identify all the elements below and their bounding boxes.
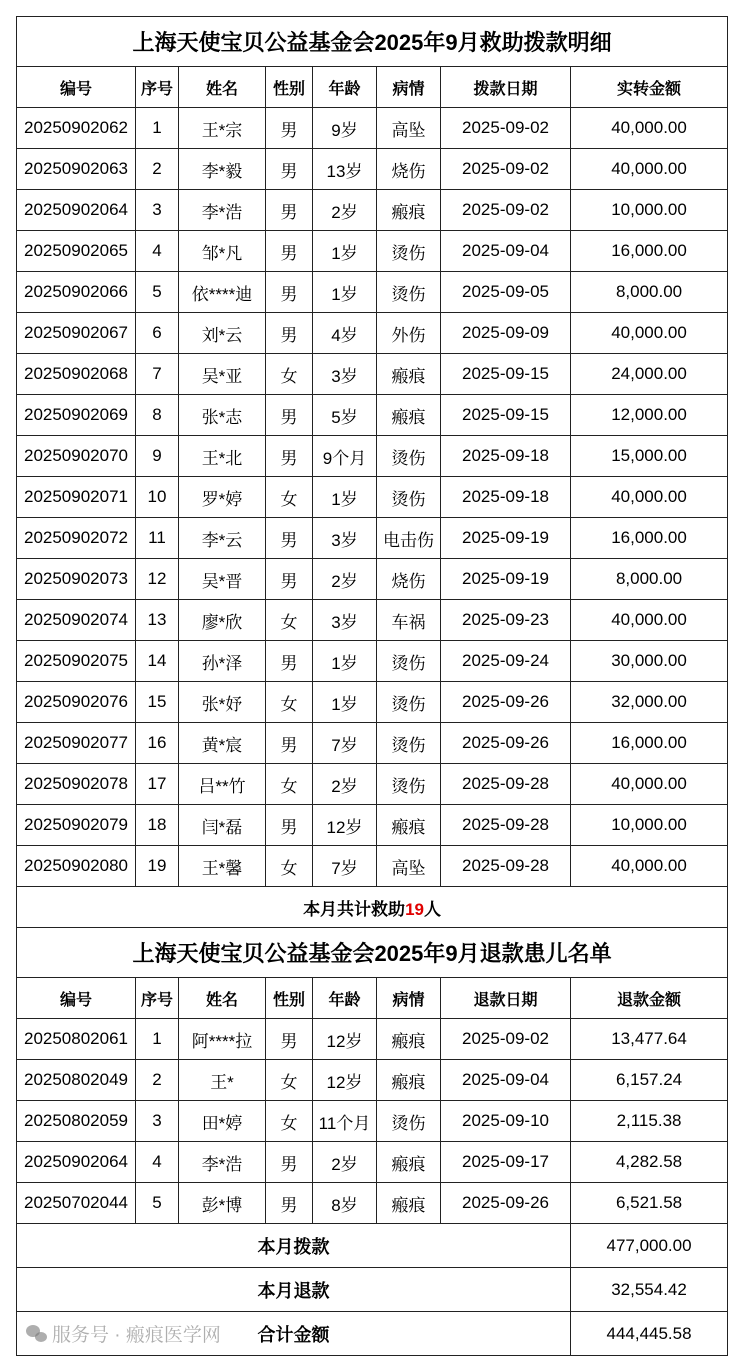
header-name: 姓名 bbox=[179, 978, 266, 1019]
header-amount: 退款金额 bbox=[571, 978, 728, 1019]
cell-name: 罗*婷 bbox=[179, 477, 266, 518]
header-id: 编号 bbox=[17, 978, 136, 1019]
cell-seq: 1 bbox=[136, 108, 179, 149]
cell-age: 2岁 bbox=[313, 559, 377, 600]
cell-condition: 电击伤 bbox=[377, 518, 441, 559]
cell-date: 2025-09-02 bbox=[441, 1019, 571, 1060]
cell-age: 3岁 bbox=[313, 518, 377, 559]
cell-amount: 6,157.24 bbox=[571, 1060, 728, 1101]
cell-seq: 11 bbox=[136, 518, 179, 559]
cell-name: 王*馨 bbox=[179, 846, 266, 887]
cell-id: 20250902071 bbox=[17, 477, 136, 518]
header-age: 年龄 bbox=[313, 978, 377, 1019]
table-row bbox=[17, 149, 728, 190]
cell-condition: 烫伤 bbox=[377, 723, 441, 764]
cell-date: 2025-09-18 bbox=[441, 436, 571, 477]
cell-condition: 瘢痕 bbox=[377, 805, 441, 846]
table-row bbox=[17, 723, 728, 764]
cell-date: 2025-09-02 bbox=[441, 149, 571, 190]
cell-condition: 烫伤 bbox=[377, 272, 441, 313]
total-value: 32,554.42 bbox=[571, 1268, 728, 1312]
cell-age: 2岁 bbox=[313, 1142, 377, 1183]
cell-date: 2025-09-17 bbox=[441, 1142, 571, 1183]
cell-amount: 16,000.00 bbox=[571, 723, 728, 764]
header-date: 退款日期 bbox=[441, 978, 571, 1019]
cell-gender: 男 bbox=[266, 518, 313, 559]
cell-seq: 14 bbox=[136, 641, 179, 682]
cell-gender: 男 bbox=[266, 805, 313, 846]
cell-seq: 12 bbox=[136, 559, 179, 600]
cell-amount: 40,000.00 bbox=[571, 764, 728, 805]
table-row bbox=[17, 1060, 728, 1101]
cell-condition: 高坠 bbox=[377, 846, 441, 887]
cell-seq: 2 bbox=[136, 1060, 179, 1101]
cell-age: 3岁 bbox=[313, 354, 377, 395]
table-row bbox=[17, 805, 728, 846]
cell-id: 20250902063 bbox=[17, 149, 136, 190]
cell-amount: 10,000.00 bbox=[571, 190, 728, 231]
header-amount: 实转金额 bbox=[571, 67, 728, 108]
cell-date: 2025-09-04 bbox=[441, 1060, 571, 1101]
cell-age: 1岁 bbox=[313, 682, 377, 723]
cell-age: 11个月 bbox=[313, 1101, 377, 1142]
table-row bbox=[17, 395, 728, 436]
cell-id: 20250902073 bbox=[17, 559, 136, 600]
cell-age: 1岁 bbox=[313, 272, 377, 313]
header-condition: 病情 bbox=[377, 67, 441, 108]
table-title-refunds: 上海天使宝贝公益基金会2025年9月退款患儿名单 bbox=[17, 928, 728, 978]
table-row bbox=[17, 1142, 728, 1183]
cell-gender: 男 bbox=[266, 108, 313, 149]
donation-table bbox=[16, 16, 728, 1356]
cell-id: 20250902074 bbox=[17, 600, 136, 641]
cell-amount: 40,000.00 bbox=[571, 313, 728, 354]
cell-age: 12岁 bbox=[313, 1060, 377, 1101]
cell-gender: 男 bbox=[266, 313, 313, 354]
cell-amount: 10,000.00 bbox=[571, 805, 728, 846]
cell-date: 2025-09-19 bbox=[441, 518, 571, 559]
cell-gender: 男 bbox=[266, 723, 313, 764]
table-row bbox=[17, 764, 728, 805]
cell-id: 20250902075 bbox=[17, 641, 136, 682]
cell-condition: 瘢痕 bbox=[377, 1142, 441, 1183]
cell-seq: 19 bbox=[136, 846, 179, 887]
cell-age: 2岁 bbox=[313, 764, 377, 805]
cell-gender: 男 bbox=[266, 190, 313, 231]
header-gender: 性别 bbox=[266, 67, 313, 108]
cell-seq: 17 bbox=[136, 764, 179, 805]
total-value: 444,445.58 bbox=[571, 1312, 728, 1356]
summary-count: 19 bbox=[405, 899, 424, 919]
cell-age: 5岁 bbox=[313, 395, 377, 436]
cell-gender: 男 bbox=[266, 272, 313, 313]
cell-amount: 15,000.00 bbox=[571, 436, 728, 477]
table-row bbox=[17, 190, 728, 231]
cell-condition: 瘢痕 bbox=[377, 354, 441, 395]
table-row bbox=[17, 518, 728, 559]
cell-id: 20250902062 bbox=[17, 108, 136, 149]
cell-age: 7岁 bbox=[313, 723, 377, 764]
cell-condition: 瘢痕 bbox=[377, 1183, 441, 1224]
cell-amount: 32,000.00 bbox=[571, 682, 728, 723]
cell-name: 李*云 bbox=[179, 518, 266, 559]
cell-gender: 女 bbox=[266, 354, 313, 395]
cell-date: 2025-09-02 bbox=[441, 190, 571, 231]
cell-id: 20250902069 bbox=[17, 395, 136, 436]
cell-name: 闫*磊 bbox=[179, 805, 266, 846]
cell-name: 孙*泽 bbox=[179, 641, 266, 682]
table-row bbox=[17, 272, 728, 313]
cell-amount: 16,000.00 bbox=[571, 231, 728, 272]
cell-seq: 18 bbox=[136, 805, 179, 846]
table-row bbox=[17, 436, 728, 477]
cell-name: 李*浩 bbox=[179, 190, 266, 231]
cell-condition: 瘢痕 bbox=[377, 190, 441, 231]
cell-id: 20250702044 bbox=[17, 1183, 136, 1224]
cell-age: 9个月 bbox=[313, 436, 377, 477]
cell-gender: 男 bbox=[266, 1019, 313, 1060]
cell-gender: 男 bbox=[266, 149, 313, 190]
cell-name: 刘*云 bbox=[179, 313, 266, 354]
cell-id: 20250902065 bbox=[17, 231, 136, 272]
cell-gender: 女 bbox=[266, 1101, 313, 1142]
cell-id: 20250902079 bbox=[17, 805, 136, 846]
cell-name: 李*毅 bbox=[179, 149, 266, 190]
cell-amount: 2,115.38 bbox=[571, 1101, 728, 1142]
cell-seq: 8 bbox=[136, 395, 179, 436]
cell-date: 2025-09-05 bbox=[441, 272, 571, 313]
table-row bbox=[17, 600, 728, 641]
watermark-text: 服务号 · 瘢痕医学网 bbox=[52, 1325, 221, 1346]
cell-date: 2025-09-26 bbox=[441, 682, 571, 723]
cell-name: 彭*博 bbox=[179, 1183, 266, 1224]
cell-date: 2025-09-23 bbox=[441, 600, 571, 641]
summary-row bbox=[17, 887, 728, 928]
cell-age: 7岁 bbox=[313, 846, 377, 887]
cell-id: 20250802049 bbox=[17, 1060, 136, 1101]
cell-date: 2025-09-26 bbox=[441, 723, 571, 764]
cell-date: 2025-09-24 bbox=[441, 641, 571, 682]
cell-amount: 40,000.00 bbox=[571, 108, 728, 149]
watermark bbox=[26, 1320, 221, 1347]
table-title-grants: 上海天使宝贝公益基金会2025年9月救助拨款明细 bbox=[17, 17, 728, 67]
total-label: 本月拨款 bbox=[17, 1224, 571, 1268]
cell-seq: 3 bbox=[136, 1101, 179, 1142]
cell-date: 2025-09-28 bbox=[441, 764, 571, 805]
cell-name: 张*妤 bbox=[179, 682, 266, 723]
cell-condition: 瘢痕 bbox=[377, 1019, 441, 1060]
cell-id: 20250802061 bbox=[17, 1019, 136, 1060]
cell-amount: 6,521.58 bbox=[571, 1183, 728, 1224]
cell-name: 吕**竹 bbox=[179, 764, 266, 805]
cell-condition: 烧伤 bbox=[377, 559, 441, 600]
table-row bbox=[17, 846, 728, 887]
cell-seq: 1 bbox=[136, 1019, 179, 1060]
total-row bbox=[17, 1268, 728, 1312]
cell-condition: 烫伤 bbox=[377, 477, 441, 518]
table-row bbox=[17, 1019, 728, 1060]
cell-date: 2025-09-26 bbox=[441, 1183, 571, 1224]
cell-condition: 烫伤 bbox=[377, 764, 441, 805]
cell-gender: 女 bbox=[266, 1060, 313, 1101]
cell-amount: 8,000.00 bbox=[571, 559, 728, 600]
cell-amount: 30,000.00 bbox=[571, 641, 728, 682]
cell-id: 20250902067 bbox=[17, 313, 136, 354]
header-seq: 序号 bbox=[136, 67, 179, 108]
total-label: 合计金额 bbox=[17, 1312, 571, 1356]
cell-name: 黄*宸 bbox=[179, 723, 266, 764]
cell-gender: 男 bbox=[266, 641, 313, 682]
cell-gender: 女 bbox=[266, 600, 313, 641]
cell-id: 20250902080 bbox=[17, 846, 136, 887]
summary-prefix: 本月共计救助 bbox=[303, 899, 406, 919]
header-row bbox=[17, 978, 728, 1019]
cell-seq: 7 bbox=[136, 354, 179, 395]
cell-age: 1岁 bbox=[313, 231, 377, 272]
cell-date: 2025-09-18 bbox=[441, 477, 571, 518]
cell-name: 阿****拉 bbox=[179, 1019, 266, 1060]
cell-gender: 男 bbox=[266, 436, 313, 477]
cell-condition: 瘢痕 bbox=[377, 395, 441, 436]
summary-suffix: 人 bbox=[423, 899, 441, 919]
cell-name: 李*浩 bbox=[179, 1142, 266, 1183]
cell-date: 2025-09-28 bbox=[441, 805, 571, 846]
cell-condition: 高坠 bbox=[377, 108, 441, 149]
cell-id: 20250802059 bbox=[17, 1101, 136, 1142]
cell-amount: 40,000.00 bbox=[571, 477, 728, 518]
table-row bbox=[17, 682, 728, 723]
table-row bbox=[17, 641, 728, 682]
cell-id: 20250902078 bbox=[17, 764, 136, 805]
cell-age: 1岁 bbox=[313, 641, 377, 682]
cell-amount: 16,000.00 bbox=[571, 518, 728, 559]
cell-id: 20250902070 bbox=[17, 436, 136, 477]
header-row bbox=[17, 67, 728, 108]
cell-age: 2岁 bbox=[313, 190, 377, 231]
cell-gender: 女 bbox=[266, 846, 313, 887]
cell-id: 20250902064 bbox=[17, 1142, 136, 1183]
table-row bbox=[17, 313, 728, 354]
total-value: 477,000.00 bbox=[571, 1224, 728, 1268]
cell-seq: 6 bbox=[136, 313, 179, 354]
cell-amount: 24,000.00 bbox=[571, 354, 728, 395]
cell-age: 13岁 bbox=[313, 149, 377, 190]
cell-id: 20250902076 bbox=[17, 682, 136, 723]
cell-gender: 男 bbox=[266, 231, 313, 272]
cell-gender: 男 bbox=[266, 395, 313, 436]
cell-condition: 烧伤 bbox=[377, 149, 441, 190]
cell-age: 8岁 bbox=[313, 1183, 377, 1224]
cell-date: 2025-09-04 bbox=[441, 231, 571, 272]
summary-cell bbox=[17, 887, 728, 928]
cell-condition: 烫伤 bbox=[377, 682, 441, 723]
header-condition: 病情 bbox=[377, 978, 441, 1019]
cell-id: 20250902072 bbox=[17, 518, 136, 559]
cell-name: 邹*凡 bbox=[179, 231, 266, 272]
header-seq: 序号 bbox=[136, 978, 179, 1019]
cell-gender: 男 bbox=[266, 559, 313, 600]
cell-age: 12岁 bbox=[313, 805, 377, 846]
cell-seq: 2 bbox=[136, 149, 179, 190]
cell-amount: 4,282.58 bbox=[571, 1142, 728, 1183]
table-row bbox=[17, 108, 728, 149]
cell-condition: 外伤 bbox=[377, 313, 441, 354]
cell-name: 王*宗 bbox=[179, 108, 266, 149]
cell-gender: 女 bbox=[266, 477, 313, 518]
cell-condition: 烫伤 bbox=[377, 231, 441, 272]
cell-seq: 13 bbox=[136, 600, 179, 641]
cell-condition: 瘢痕 bbox=[377, 1060, 441, 1101]
cell-age: 3岁 bbox=[313, 600, 377, 641]
cell-name: 张*志 bbox=[179, 395, 266, 436]
cell-gender: 女 bbox=[266, 682, 313, 723]
cell-seq: 9 bbox=[136, 436, 179, 477]
cell-seq: 5 bbox=[136, 1183, 179, 1224]
header-id: 编号 bbox=[17, 67, 136, 108]
table-row bbox=[17, 1101, 728, 1142]
cell-amount: 12,000.00 bbox=[571, 395, 728, 436]
cell-name: 依****迪 bbox=[179, 272, 266, 313]
cell-amount: 13,477.64 bbox=[571, 1019, 728, 1060]
cell-condition: 烫伤 bbox=[377, 641, 441, 682]
cell-id: 20250902064 bbox=[17, 190, 136, 231]
cell-name: 吴*亚 bbox=[179, 354, 266, 395]
cell-name: 廖*欣 bbox=[179, 600, 266, 641]
cell-name: 王* bbox=[179, 1060, 266, 1101]
table-row bbox=[17, 559, 728, 600]
cell-condition: 车祸 bbox=[377, 600, 441, 641]
cell-seq: 3 bbox=[136, 190, 179, 231]
wechat-icon bbox=[26, 1325, 48, 1343]
cell-id: 20250902068 bbox=[17, 354, 136, 395]
cell-date: 2025-09-09 bbox=[441, 313, 571, 354]
cell-date: 2025-09-19 bbox=[441, 559, 571, 600]
cell-id: 20250902066 bbox=[17, 272, 136, 313]
cell-seq: 4 bbox=[136, 231, 179, 272]
cell-name: 吴*晋 bbox=[179, 559, 266, 600]
cell-condition: 烫伤 bbox=[377, 436, 441, 477]
cell-id: 20250902077 bbox=[17, 723, 136, 764]
header-gender: 性别 bbox=[266, 978, 313, 1019]
table-row bbox=[17, 354, 728, 395]
cell-name: 王*北 bbox=[179, 436, 266, 477]
cell-age: 12岁 bbox=[313, 1019, 377, 1060]
cell-condition: 烫伤 bbox=[377, 1101, 441, 1142]
cell-date: 2025-09-15 bbox=[441, 354, 571, 395]
cell-date: 2025-09-28 bbox=[441, 846, 571, 887]
cell-gender: 女 bbox=[266, 764, 313, 805]
header-date: 拨款日期 bbox=[441, 67, 571, 108]
cell-amount: 40,000.00 bbox=[571, 149, 728, 190]
cell-amount: 40,000.00 bbox=[571, 846, 728, 887]
total-label: 本月退款 bbox=[17, 1268, 571, 1312]
total-row bbox=[17, 1224, 728, 1268]
cell-seq: 15 bbox=[136, 682, 179, 723]
cell-age: 1岁 bbox=[313, 477, 377, 518]
header-name: 姓名 bbox=[179, 67, 266, 108]
cell-name: 田*婷 bbox=[179, 1101, 266, 1142]
cell-gender: 男 bbox=[266, 1142, 313, 1183]
cell-date: 2025-09-10 bbox=[441, 1101, 571, 1142]
cell-seq: 5 bbox=[136, 272, 179, 313]
cell-seq: 10 bbox=[136, 477, 179, 518]
header-age: 年龄 bbox=[313, 67, 377, 108]
cell-seq: 16 bbox=[136, 723, 179, 764]
cell-gender: 男 bbox=[266, 1183, 313, 1224]
cell-age: 4岁 bbox=[313, 313, 377, 354]
table-row bbox=[17, 231, 728, 272]
cell-amount: 8,000.00 bbox=[571, 272, 728, 313]
cell-age: 9岁 bbox=[313, 108, 377, 149]
cell-amount: 40,000.00 bbox=[571, 600, 728, 641]
cell-date: 2025-09-02 bbox=[441, 108, 571, 149]
cell-date: 2025-09-15 bbox=[441, 395, 571, 436]
table-row bbox=[17, 477, 728, 518]
cell-seq: 4 bbox=[136, 1142, 179, 1183]
table-row bbox=[17, 1183, 728, 1224]
